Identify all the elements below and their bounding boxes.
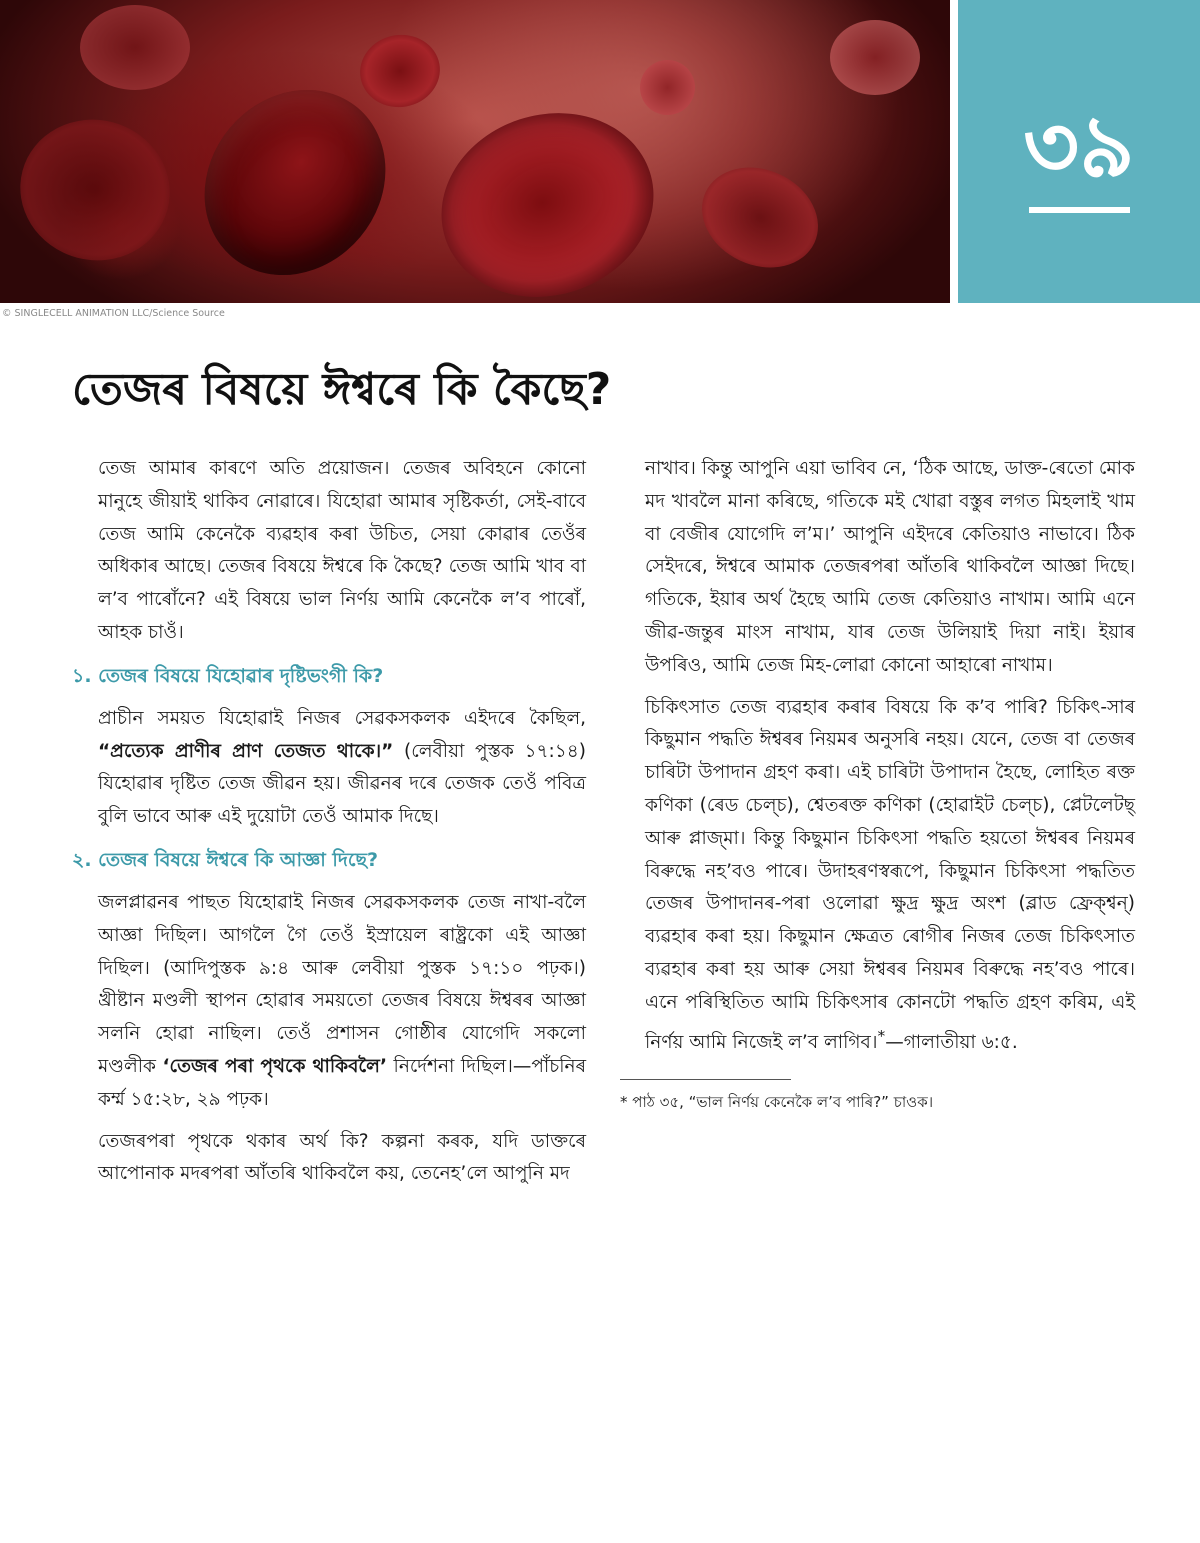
page-title: তেজৰ বিষয়ে ঈশ্বৰে কি কৈছে? [72,364,612,415]
text-span: (লেবীয়া পুস্তক ১৭:১৪) যিহোৱাৰ দৃষ্টিত তেজ জীৱন হয়। জীৱনৰ দৰে তেজক তেওঁ পবিত্ৰ বুলি ভাবে আৰু এই দুয়োটা তেওঁ আমাক দিছে। [98,740,586,828]
footnote-marker[interactable]: * [877,1026,886,1045]
blood-cell-shape [354,29,445,114]
intro-paragraph: তেজ আমাৰ কাৰণে অতি প্ৰয়োজন। তেজৰ অবিহনে কোনো মানুহে জীয়াই থাকিব নোৱাৰে। যিহোৱা আমাৰ সৃষ্টিকৰ্তা, সেই-বাবে তেজ আমি কেনেকৈ ব্যৱহাৰ কৰা উচিত, সেয়া কোৱাৰ তেওঁৰ অধিকাৰ আছে। তেজৰ বিষয়ে ঈশ্বৰে কি কৈছে? তেজ আমি খাব বা ল’ব পাৰোঁনে? এই বিষয়ে ভাল নিৰ্ণয় আমি কেনেকৈ ল’ব পাৰোঁ, আহক চাওঁ। [98,458,586,643]
chapter-rule [1029,207,1130,213]
section-2-paragraph-2-continued: নাখাব। কিন্তু আপুনি এয়া ভাবিব নে, ‘ঠিক আছে, ডাক্ত-ৰেতো মোক মদ খাবলৈ মানা কৰিছে, গতিকে মই খোৱা বস্তুৰ লগত মিহলাই খাম বা বেজীৰ যোগেদি ল’ম।’ আপুনি এইদৰে কেতিয়াও নাভাবে। ঠিক সেইদৰে, ঈশ্বৰে আমাক তেজৰপৰা আঁতৰি থাকিবলৈ আজ্ঞা দিছে। গতিকে, ইয়াৰ অৰ্থ হৈছে আমি তেজ কেতিয়াও নাখাম। আমি এনে জীৱ-জন্তুৰ মাংস নাখাম, যাৰ তেজ উলিয়াই দিয়া নাই। ইয়াৰ উপৰিও, আমি তেজ মিহ-লোৱা কোনো আহাৰো নাখাম। [645,458,1135,676]
scripture-reference: —গালাতীয়া ৬:৫. [885,1031,1018,1053]
blood-cell-shape [80,5,190,90]
section-2-paragraph-3 [645,692,1135,1060]
section-2-paragraph-1 [98,887,586,1117]
blood-cell-shape [640,60,695,115]
text-span: প্ৰাচীন সময়ত যিহোৱাই নিজৰ সেৱকসকলক এইদৰে কৈছিল, [98,707,586,729]
text-span: চিকিৎসাত তেজ ব্যৱহাৰ কৰাৰ বিষয়ে কি ক’ব পাৰি? চিকিৎ-সাৰ কিছুমান পদ্ধতি ঈশ্বৰৰ নিয়মৰ অনুসৰি নহয়। যেনে, তেজ বা তেজৰ চাৰিটা উপাদান গ্ৰহণ কৰা। এই চাৰিটা উপাদান হৈছে, লোহিত ৰক্ত কণিকা (ৰেড চেল্চ), শ্বেতৰক্ত কণিকা (হোৱাইট চেল্চ), প্লেটলেটছ্ আৰু প্লাজ্‌মা। কিন্তু কিছুমান চিকিৎসা পদ্ধতি হয়তো ঈশ্বৰৰ নিয়মৰ বিৰুদ্ধে নহ’বও পাৰে। উদাহৰণস্বৰূপে, কিছুমান চিকিৎসা পদ্ধতিত তেজৰ উপাদানৰ-পৰা ওলোৱা ক্ষুদ্ৰ ক্ষুদ্ৰ অংশ (ব্লাড ফ্ৰেক্‌শ্বন্) ব্যৱহাৰ কৰা হয়। কিছুমান ক্ষেত্ৰত ৰোগীৰ নিজৰ তেজ চিকিৎসাত ব্যৱহাৰ কৰা হয় আৰু সেয়া ঈশ্বৰৰ নিয়মৰ বিৰুদ্ধে নহ’বও পাৰে। এনে পৰিস্থিতিত আমি চিকিৎসাৰ কোনটো পদ্ধতি গ্ৰহণ কৰিম, এই নিৰ্ণয় আমি নিজেই ল’ব লাগিব। [645,696,1135,1053]
hero-image-blood-cells [0,0,950,303]
bold-quote: “প্ৰত্যেক প্ৰাণীৰ প্ৰাণ তেজত থাকে।” [98,740,394,762]
blood-cell-shape [686,149,835,286]
photo-credit: © SINGLECELL ANIMATION LLC/Science Source [2,308,225,319]
blood-cell-shape [830,20,920,95]
section-1-paragraph [98,703,586,834]
blood-cell-shape [417,86,677,303]
chapter-badge [958,0,1200,303]
bold-quote: ‘তেজৰ পৰা পৃথকে থাকিবলৈ’ [162,1055,387,1077]
blood-cell-shape [4,103,185,277]
footnote: * পাঠ ৩৫, “ভাল নিৰ্ণয় কেনেকৈ ল’ব পাৰি?” চাওক। [620,1093,934,1111]
right-column [645,453,1135,1069]
footnote-rule [620,1079,791,1080]
section-2-heading: ২. তেজৰ বিষয়ে ঈশ্বৰে কি আজ্ঞা দিছে? [72,848,378,871]
section-2-paragraph-2: তেজৰপৰা পৃথকে থকাৰ অৰ্থ কি? কল্পনা কৰক, যদি ডাক্তৰে আপোনাক মদৰপৰা আঁতৰি থাকিবলৈ কয়, তেনেহ’লে আপুনি মদ [98,1130,586,1185]
text-span: জলপ্লাৱনৰ পাছত যিহোৱাই নিজৰ সেৱকসকলক তেজ নাখা-বলৈ আজ্ঞা দিছিল। আগলৈ গৈ তেওঁ ইস্ৰায়েল ৰাষ্ট্ৰকো এই আজ্ঞা দিছিল। (আদিপুস্তক ৯:৪ আৰু লেবীয়া পুস্তক ১৭:১০ পঢ়ক।) খ্ৰীষ্টান মণ্ডলী স্থাপন হোৱাৰ সময়তো তেজৰ বিষয়ে ঈশ্বৰৰ আজ্ঞা সলনি হোৱা নাছিল। তেওঁ প্ৰশাসন গোষ্ঠীৰ যোগেদি সকলো মণ্ডলীক [98,891,586,1077]
text-span: নিৰ্দেশনা দিছিল।—পাঁচনিৰ কৰ্ম্ম ১৫:২৮, ২৯ পঢ়ক। [98,1055,586,1110]
left-column [72,453,586,1200]
section-1-heading: ১. তেজৰ বিষয়ে যিহোৱাৰ দৃষ্টিভংগী কি? [72,664,384,687]
chapter-number: ৩৯ [1023,97,1135,197]
